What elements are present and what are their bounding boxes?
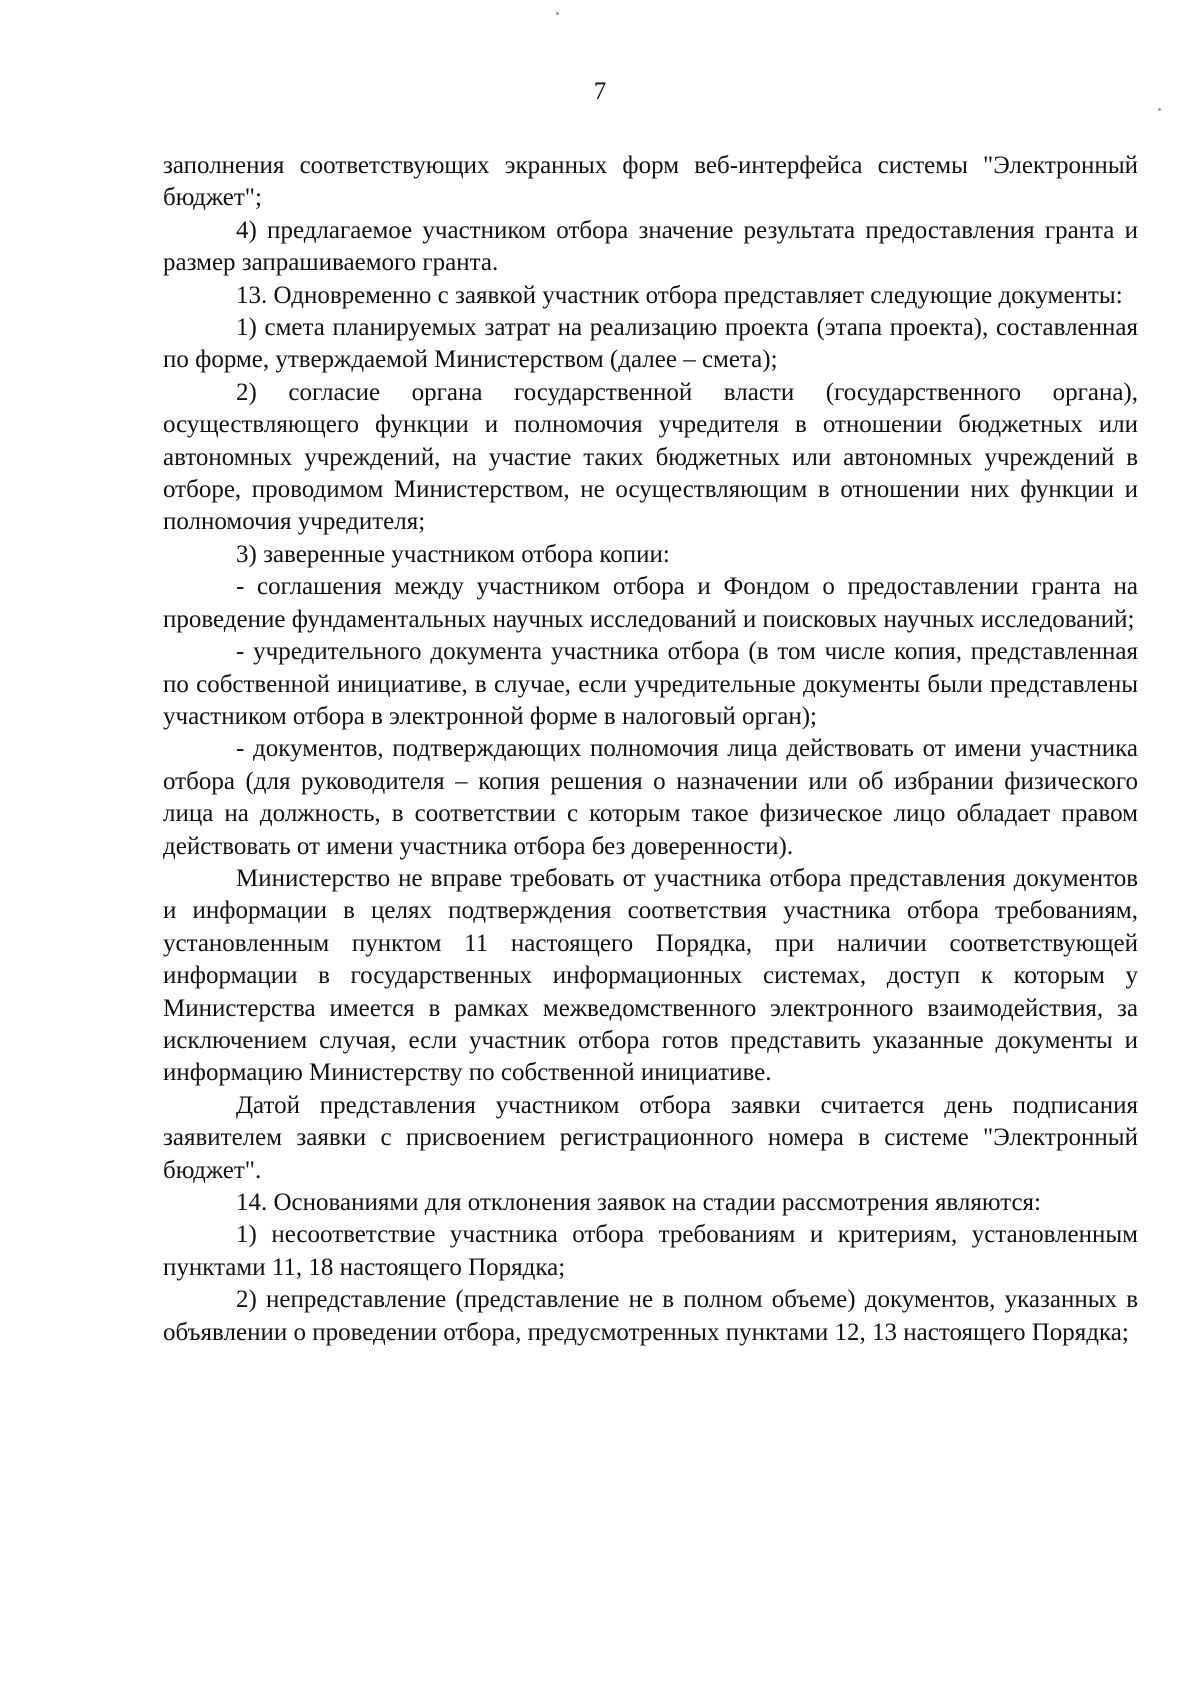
paragraph: 1) смета планируемых затрат на реализацию проекта (этапа проекта), составленная по форме, утверждаемой Министерством (далее – смета); xyxy=(163,314,1138,374)
paragraph: 13. Одновременно с заявкой участник отбора представляет следующие документы: xyxy=(236,281,1123,309)
paragraph: - соглашения между участником отбора и Фондом о предоставлении гранта на проведение фундаментальных научных исследований и поисковых научных исследований; xyxy=(163,573,1138,633)
paragraph: 3) заверенные участником отбора копии: xyxy=(236,540,670,568)
paragraph: 4) предлагаемое участником отбора значение результата предоставления гранта и размер запрашиваемого гранта. xyxy=(163,216,1138,277)
page-number: 7 xyxy=(593,78,607,105)
paragraph: - документов, подтверждающих полномочия лица действовать от имени участника отбора (для руководителя – копия решения о назначении или об избрании физического лица на должность, в соответствии с которым такое физическое лицо обладает правом действовать от имени участника отбора без доверенности). xyxy=(163,735,1138,860)
paragraph: 1) несоответствие участника отбора требованиям и критериям, установленным пунктами 11, 18 настоящего Порядка; xyxy=(163,1221,1138,1281)
paragraph: заполнения соответствующих экранных форм веб-интерфейса системы "Электронный бюджет"; xyxy=(163,152,1138,212)
document-body xyxy=(163,150,1138,1349)
paragraph: 2) согласие органа государственной власти (государственного органа), осуществляющего функции и полномочия учредителя в отношении бюджетных или автономных учреждений, на участие таких бюджетных или автономных учреждений в отборе, проводимом Министерством, не осуществляющим в отношении них функции и полномочия учредителя; xyxy=(163,378,1138,536)
paragraph: 14. Основаниями для отклонения заявок на стадии рассмотрения являются: xyxy=(236,1189,1042,1216)
paragraph: - учредительного документа участника отбора (в том числе копия, представленная по собственной инициативе, в случае, если учредительные документы были представлены участником отбора в электронной форме в налоговый орган); xyxy=(163,638,1138,730)
paragraph: Датой представления участником отбора заявки считается день подписания заявителем заявки с присвоением регистрационного номера в системе "Электронный бюджет". xyxy=(163,1091,1138,1184)
scan-speck xyxy=(1158,108,1161,111)
scan-speck xyxy=(556,12,559,15)
paragraph: Министерство не вправе требовать от участника отбора представления документов и информации в целях подтверждения соответствия участника отбора требованиям, установленным пунктом 11 настоящего Порядка, при наличии соответствующей информации в государственных информационных системах, доступ к которым у Министерства имеется в рамках межведомственного электронного взаимодействия, за исключением случая, если участник отбора готов представить указанные документы и информацию Министерству по собственной инициативе. xyxy=(163,864,1138,1087)
paragraph: 2) непредставление (представление не в полном объеме) документов, указанных в объявлении о проведении отбора, предусмотренных пунктами 12, 13 настоящего Порядка; xyxy=(163,1286,1138,1346)
